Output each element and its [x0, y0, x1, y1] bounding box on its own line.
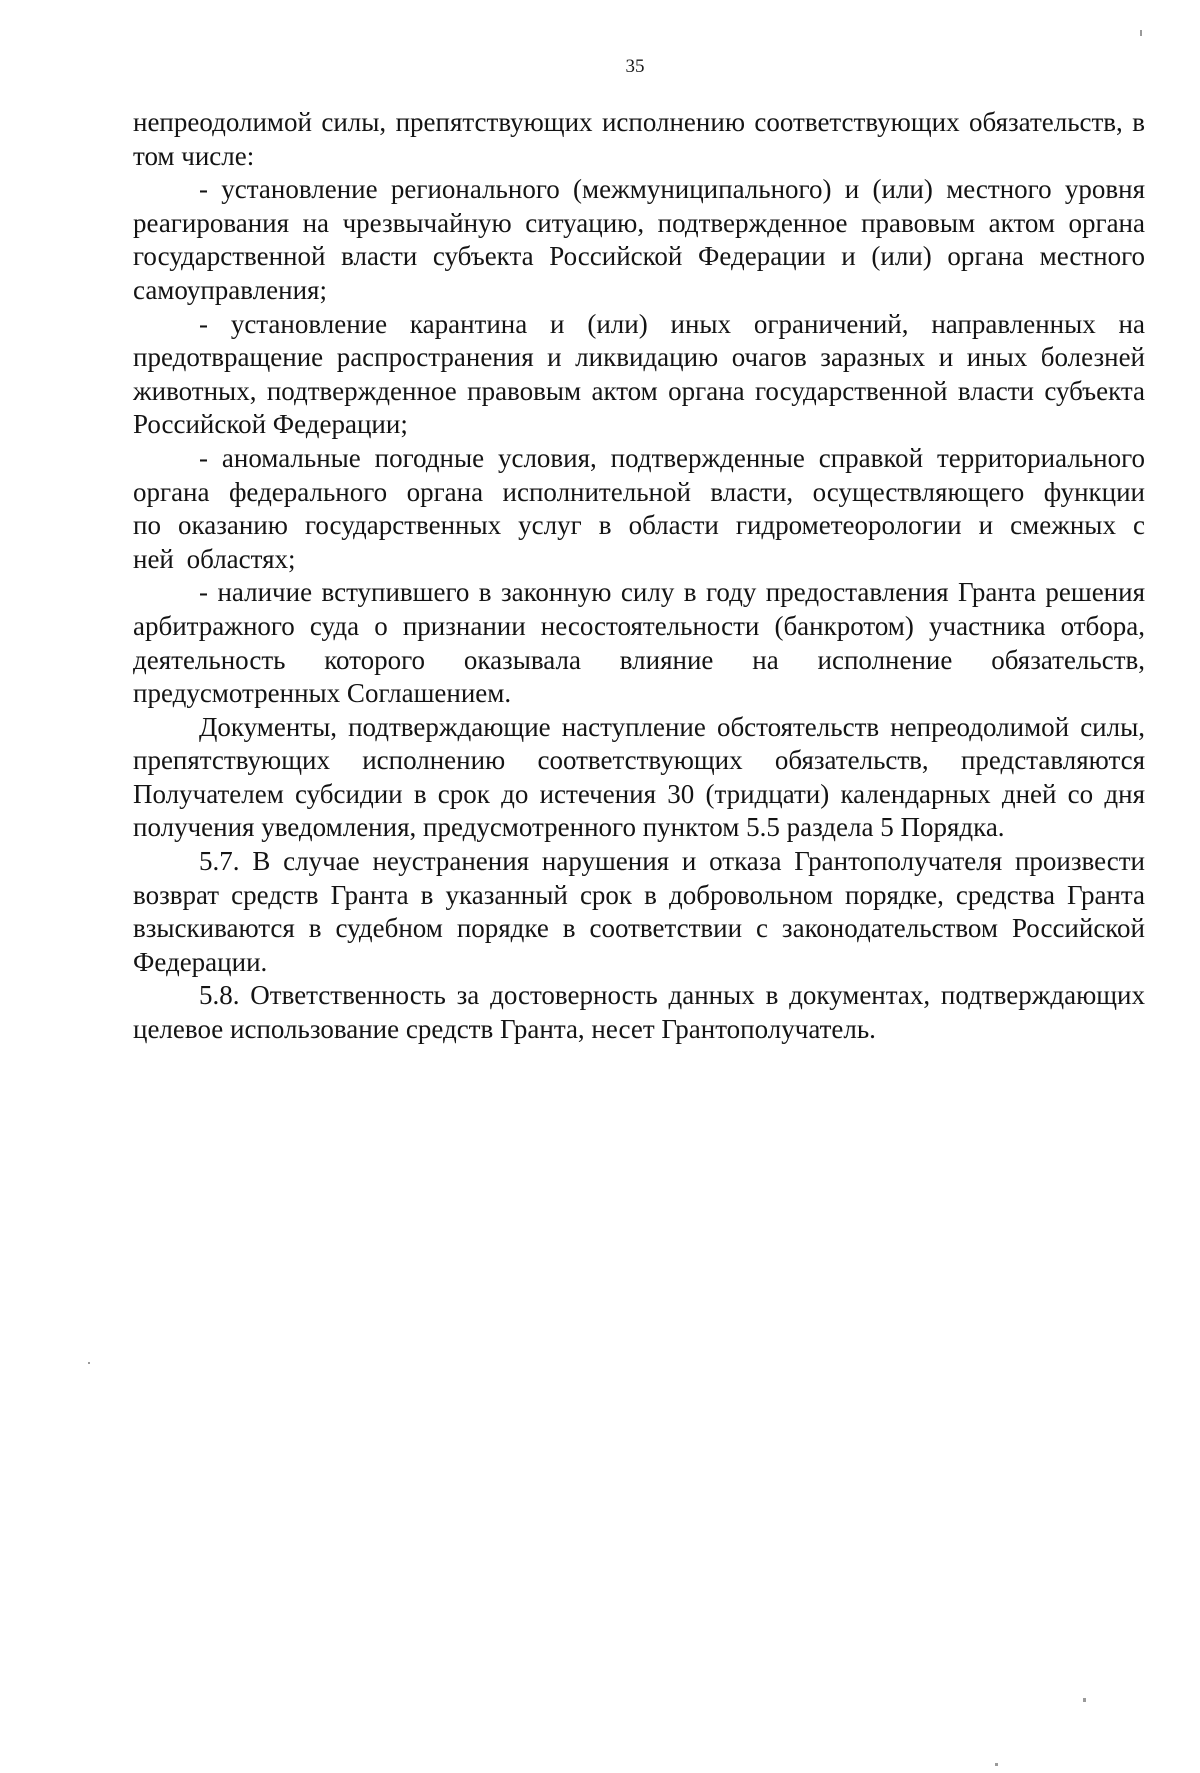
- list-item-emergency: - установление регионального (межмуниципального) и (или) местного уровня реагирования на чрезвычайную ситуацию, подтвержденное правовым актом органа государственной власти субъекта Российской Федерации и (или) органа местного самоуправления;: [133, 174, 1145, 305]
- list-item-weather: - аномальные погодные условия, подтвержденные справкой территориального органа федерального органа исполнительной власти, осуществляющего функции по оказанию государственных услуг в области гидрометеорологии и смежных с ней областях;: [133, 442, 1145, 574]
- list-item-quarantine: - установление карантина и (или) иных ограничений, направленных на предотвращение распространения и ликвидацию очагов заразных и иных болезней животных, подтвержденное правовым актом органа государственной власти субъекта Российской Федерации;: [133, 308, 1145, 440]
- document-body: [133, 106, 1145, 1047]
- page-number: 35: [625, 56, 645, 77]
- paragraph-5-8: 5.8. Ответственность за достоверность данных в документах, подтверждающих целевое использование средств Гранта, несет Грантополучатель.: [133, 980, 1145, 1045]
- paragraph-continuation: непреодолимой силы, препятствующих исполнению соответствующих обязательств, в том числе:: [133, 107, 1145, 171]
- scan-speck: [88, 1362, 90, 1364]
- list-item-bankruptcy: - наличие вступившего в законную силу в году предоставления Гранта решения арбитражного суда о признании несостоятельности (банкротом) участника отбора, деятельность которого оказывала влияние на исполнение обязательств, предусмотренных Соглашением.: [133, 577, 1145, 709]
- paragraph-documents: Документы, подтверждающие наступление обстоятельств непреодолимой силы, препятствующих исполнению соответствующих обязательств, представляются Получателем субсидии в срок до истечения 30 (тридцати) календарных дней со дня получения уведомления, предусмотренного пунктом 5.5 раздела 5 Порядка.: [133, 711, 1145, 843]
- paragraph-5-7: 5.7. В случае неустранения нарушения и отказа Грантополучателя произвести возврат средств Гранта в указанный срок в добровольном порядке, средства Гранта взыскиваются в судебном порядке в соответствии с законодательством Российской Федерации.: [133, 846, 1145, 977]
- scan-speck: [995, 1763, 998, 1766]
- scan-speck: [1083, 1698, 1086, 1702]
- scan-speck: [1140, 30, 1142, 36]
